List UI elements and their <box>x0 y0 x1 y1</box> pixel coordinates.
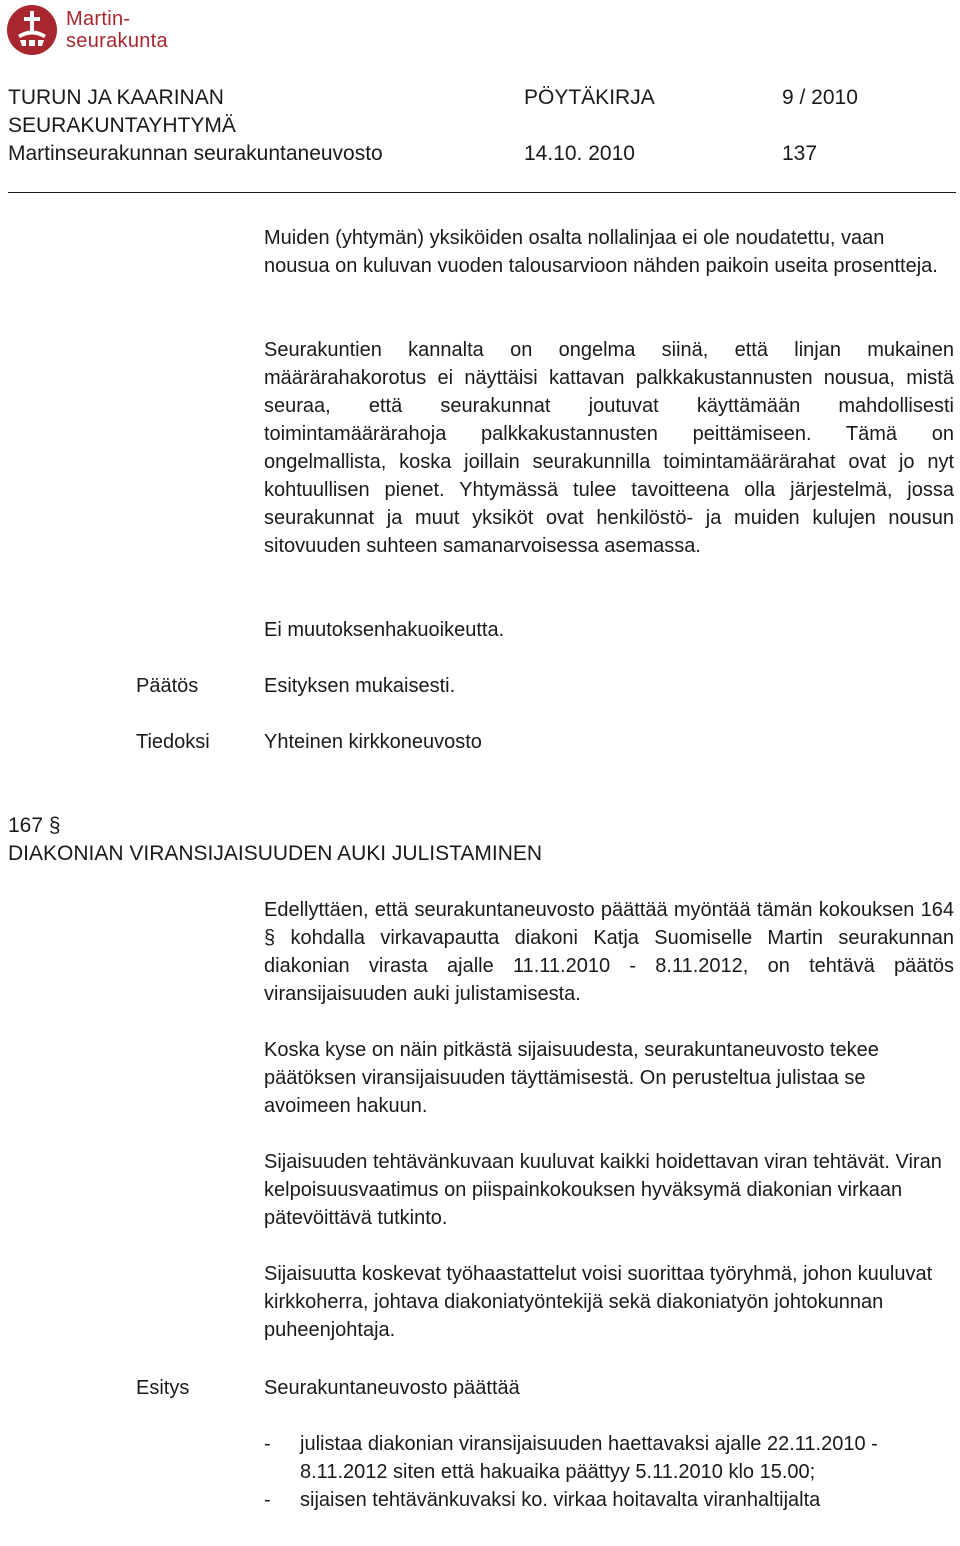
decision-label: Päätös <box>136 675 199 697</box>
list-dash: - <box>264 1489 271 1511</box>
s167-paragraph-2: Koska kyse on näin pitkästä sijaisuudesta, seurakuntaneuvosto tekee päätöksen viransijaisuuden täyttämisestä. On perusteltua julistaa se avoimeen hakuun. <box>264 1039 879 1117</box>
logo <box>6 4 168 56</box>
section-number: 167 § <box>8 814 61 837</box>
org-name-line2: SEURAKUNTAYHTYMÄ <box>8 114 236 137</box>
decision-text: Esityksen mukaisesti. <box>264 675 456 697</box>
org-name-line3: Martinseurakunnan seurakuntaneuvosto <box>8 142 383 165</box>
info-text: Yhteinen kirkkoneuvosto <box>264 731 482 753</box>
prev-paragraph-1: Muiden (yhtymän) yksiköiden osalta nollalinjaa ei ole noudatettu, vaan nousua on kuluvan vuoden talousarvioon nähden paikoin useita prosentteja. <box>264 227 938 277</box>
logo-wordmark <box>66 8 168 52</box>
s167-paragraph-3: Sijaisuuden tehtävänkuvaan kuuluvat kaikki hoidettavan viran tehtävät. Viran kelpoisuusvaatimus on piispainkokouksen hyväksymä diakonian virkaan pätevöittävä tutkinto. <box>264 1151 942 1229</box>
logo-line1: Martin- <box>66 8 131 30</box>
meeting-date: 14.10. 2010 <box>524 142 635 165</box>
page-number: 137 <box>782 142 818 165</box>
org-name-line1: TURUN JA KAARINAN <box>8 86 224 109</box>
proposal-list <box>264 1430 954 1514</box>
doc-type: PÖYTÄKIRJA <box>524 86 655 109</box>
proposal-text: Seurakuntaneuvosto päättää <box>264 1377 520 1399</box>
church-cross-icon <box>6 4 58 56</box>
logo-line2: seurakunta <box>66 30 168 52</box>
list-item <box>264 1430 954 1486</box>
list-dash: - <box>264 1433 271 1455</box>
s167-paragraph-4: Sijaisuutta koskevat työhaastattelut voisi suorittaa työryhmä, johon kuuluvat kirkkoherra, johtava diakoniatyöntekijä sekä diakoniatyön johtokunnan puheenjohtaja. <box>264 1263 933 1341</box>
list-item-text: sijaisen tehtävänkuvaksi ko. virkaa hoitavalta viranhaltijalta <box>300 1489 821 1511</box>
doc-number: 9 / 2010 <box>782 86 858 109</box>
list-item <box>264 1486 954 1514</box>
info-label: Tiedoksi <box>136 731 210 753</box>
list-item-text: julistaa diakonian viransijaisuuden haettavaksi ajalle 22.11.2010 - 8.11.2012 siten että hakuaika päättyy 5.11.2010 klo 15.00; <box>300 1433 878 1483</box>
prev-paragraph-2: Seurakuntien kannalta on ongelma siinä, että linjan mukainen määrärahakorotus ei näyttäisi kattavan palkkakustannusten nousua, mistä seuraa, että seurakunnat joutuvat käyttämään mahdollisesti toimintamäärärahoja palkkakustannusten peittämiseen. Tämä on ongelmallista, koska joillain seurakunnilla toimintamäärärahat ovat jo nyt kohtuullisen pienet. Yhtymässä tulee tavoitteena olla järjestelmä, jossa seurakunnat ja muut yksiköt ovat henkilöstö- ja muiden kulujen nousun sitovuuden suhteen samanarvoisessa asemassa. <box>264 339 954 557</box>
proposal-label: Esitys <box>136 1377 190 1399</box>
s167-paragraph-1: Edellyttäen, että seurakuntaneuvosto päättää myöntää tämän kokouksen 164 § kohdalla virkavapautta diakoni Katja Suomiselle Martin seurakunnan diakonian virasta ajalle 11.11.2010 - 8.11.2012, on tehtävä päätös viransijaisuuden auki julistamisesta. <box>264 899 954 1005</box>
section-title: DIAKONIAN VIRANSIJAISUUDEN AUKI JULISTAMINEN <box>8 842 543 865</box>
prev-paragraph-3: Ei muutoksenhakuoikeutta. <box>264 619 505 641</box>
header-divider <box>8 192 956 193</box>
